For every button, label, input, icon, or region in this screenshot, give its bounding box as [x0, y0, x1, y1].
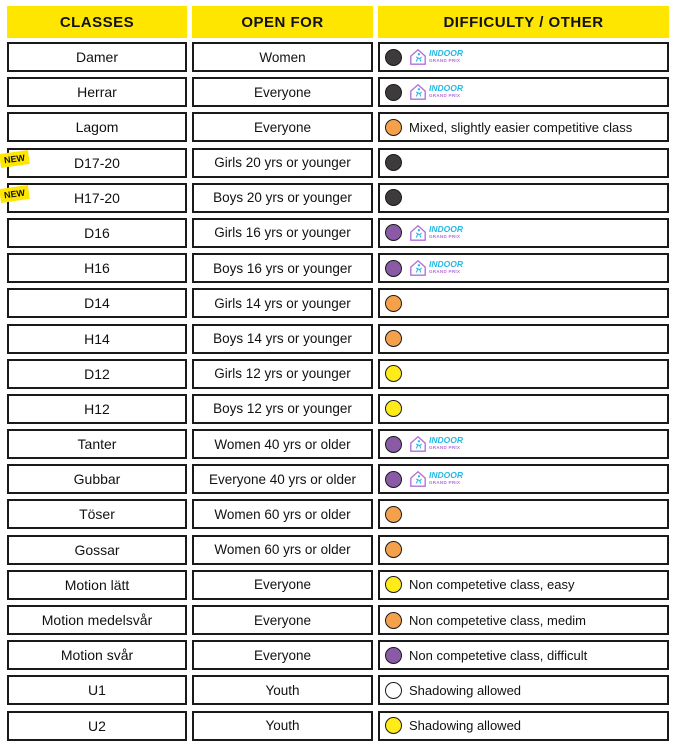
grand-prix-logo-text: GRAND PRIX	[429, 445, 461, 451]
difficulty-cell	[378, 535, 669, 565]
difficulty-black-dot-icon	[385, 189, 402, 206]
difficulty-cell	[378, 429, 669, 459]
class-name: D12	[7, 359, 187, 389]
table-row	[7, 675, 669, 710]
difficulty-cell	[378, 570, 669, 600]
table-row	[7, 253, 669, 288]
table-row	[7, 77, 669, 112]
open-for: Everyone	[192, 112, 373, 142]
difficulty-cell	[378, 218, 669, 248]
indoor-logo-text: INDOOR	[429, 223, 463, 234]
class-name: Lagom	[7, 112, 187, 142]
open-for: Boys 16 yrs or younger	[192, 253, 373, 283]
open-for: Girls 20 yrs or younger	[192, 148, 373, 178]
table-row	[7, 499, 669, 534]
difficulty-yellow-dot-icon	[385, 400, 402, 417]
difficulty-cell	[378, 499, 669, 529]
indoor-grand-prix-logo	[409, 224, 463, 242]
class-name: U2	[7, 711, 187, 741]
open-for: Everyone	[192, 640, 373, 670]
house-runner-icon	[409, 48, 427, 66]
table-header	[7, 6, 669, 38]
class-name: D16	[7, 218, 187, 248]
difficulty-purple-dot-icon	[385, 436, 402, 453]
open-for: Youth	[192, 711, 373, 741]
table-row	[7, 570, 669, 605]
indoor-grand-prix-logo	[409, 83, 463, 101]
difficulty-note: Non competetive class, medim	[409, 612, 587, 628]
grand-prix-logo-text: GRAND PRIX	[429, 269, 461, 275]
indoor-grand-prix-logo	[409, 259, 463, 277]
difficulty-cell	[378, 359, 669, 389]
difficulty-cell	[378, 605, 669, 635]
difficulty-orange-dot-icon	[385, 506, 402, 523]
open-for: Girls 12 yrs or younger	[192, 359, 373, 389]
table-row	[7, 535, 669, 570]
header-classes: CLASSES	[7, 6, 187, 38]
class-name: H12	[7, 394, 187, 424]
difficulty-orange-dot-icon	[385, 541, 402, 558]
difficulty-purple-dot-icon	[385, 647, 402, 664]
class-name: H17-20	[7, 183, 187, 213]
indoor-grand-prix-logo	[409, 435, 463, 453]
difficulty-orange-dot-icon	[385, 612, 402, 629]
open-for: Boys 12 yrs or younger	[192, 394, 373, 424]
table-row	[7, 112, 669, 147]
open-for: Women 60 yrs or older	[192, 535, 373, 565]
difficulty-white-dot-icon	[385, 682, 402, 699]
classes-table	[3, 6, 669, 746]
class-name: H14	[7, 324, 187, 354]
open-for: Everyone 40 yrs or older	[192, 464, 373, 494]
open-for: Boys 20 yrs or younger	[192, 183, 373, 213]
class-name: Motion svår	[7, 640, 187, 670]
class-name: D17-20	[7, 148, 187, 178]
difficulty-orange-dot-icon	[385, 295, 402, 312]
difficulty-orange-dot-icon	[385, 119, 402, 136]
indoor-logo-text: INDOOR	[429, 83, 463, 94]
open-for: Everyone	[192, 605, 373, 635]
difficulty-black-dot-icon	[385, 49, 402, 66]
table-row	[7, 42, 669, 77]
header-open-for: OPEN FOR	[192, 6, 373, 38]
open-for: Everyone	[192, 77, 373, 107]
class-name: Gossar	[7, 535, 187, 565]
difficulty-black-dot-icon	[385, 84, 402, 101]
difficulty-cell	[378, 640, 669, 670]
class-name: Töser	[7, 499, 187, 529]
difficulty-purple-dot-icon	[385, 224, 402, 241]
class-name: Damer	[7, 42, 187, 72]
open-for: Boys 14 yrs or younger	[192, 324, 373, 354]
difficulty-cell	[378, 148, 669, 178]
house-runner-icon	[409, 83, 427, 101]
table-row	[7, 394, 669, 429]
difficulty-note: Mixed, slightly easier competitive class	[409, 119, 633, 135]
indoor-logo-text: INDOOR	[429, 435, 463, 446]
indoor-logo-text: INDOOR	[429, 470, 463, 481]
grand-prix-logo-text: GRAND PRIX	[429, 233, 461, 239]
difficulty-cell	[378, 112, 669, 142]
indoor-grand-prix-logo	[409, 470, 463, 488]
table-row	[7, 640, 669, 675]
new-badge: NEW	[0, 185, 30, 203]
class-name: Gubbar	[7, 464, 187, 494]
difficulty-orange-dot-icon	[385, 330, 402, 347]
open-for: Women 40 yrs or older	[192, 429, 373, 459]
grand-prix-logo-text: GRAND PRIX	[429, 93, 461, 99]
class-name: U1	[7, 675, 187, 705]
table-row	[7, 464, 669, 499]
table-row	[7, 324, 669, 359]
class-name: Herrar	[7, 77, 187, 107]
table-row	[7, 218, 669, 253]
class-name: D14	[7, 288, 187, 318]
difficulty-yellow-dot-icon	[385, 717, 402, 734]
house-runner-icon	[409, 224, 427, 242]
difficulty-purple-dot-icon	[385, 260, 402, 277]
class-name: H16	[7, 253, 187, 283]
table-row	[7, 605, 669, 640]
indoor-logo-text: INDOOR	[429, 259, 463, 270]
table-row	[7, 148, 669, 183]
grand-prix-logo-text: GRAND PRIX	[429, 480, 461, 486]
difficulty-yellow-dot-icon	[385, 365, 402, 382]
new-badge: NEW	[0, 150, 30, 168]
class-name: Motion medelsvår	[7, 605, 187, 635]
difficulty-cell	[378, 183, 669, 213]
class-name: Tanter	[7, 429, 187, 459]
open-for: Everyone	[192, 570, 373, 600]
difficulty-purple-dot-icon	[385, 471, 402, 488]
table-row	[7, 183, 669, 218]
difficulty-cell	[378, 675, 669, 705]
open-for: Women 60 yrs or older	[192, 499, 373, 529]
indoor-logo-text: INDOOR	[429, 48, 463, 58]
class-name: Motion lätt	[7, 570, 187, 600]
open-for: Youth	[192, 675, 373, 705]
open-for: Women	[192, 42, 373, 72]
table-row	[7, 429, 669, 464]
table-row	[7, 711, 669, 746]
difficulty-note: Non competetive class, easy	[409, 577, 575, 593]
table-body	[7, 42, 669, 746]
indoor-grand-prix-logo	[409, 48, 463, 66]
open-for: Girls 14 yrs or younger	[192, 288, 373, 318]
difficulty-cell	[378, 464, 669, 494]
difficulty-note: Shadowing allowed	[409, 718, 522, 734]
difficulty-cell	[378, 253, 669, 283]
house-runner-icon	[409, 470, 427, 488]
difficulty-note: Non competetive class, difficult	[409, 647, 588, 663]
difficulty-cell	[378, 77, 669, 107]
difficulty-yellow-dot-icon	[385, 576, 402, 593]
difficulty-cell	[378, 394, 669, 424]
house-runner-icon	[409, 435, 427, 453]
difficulty-cell	[378, 288, 669, 318]
grand-prix-logo-text: GRAND PRIX	[429, 58, 461, 63]
difficulty-note: Shadowing allowed	[409, 682, 522, 698]
difficulty-cell	[378, 42, 669, 72]
table-row	[7, 359, 669, 394]
difficulty-cell	[378, 711, 669, 741]
difficulty-cell	[378, 324, 669, 354]
house-runner-icon	[409, 259, 427, 277]
difficulty-black-dot-icon	[385, 154, 402, 171]
header-difficulty: DIFFICULTY / OTHER	[378, 6, 669, 38]
table-row	[7, 288, 669, 323]
open-for: Girls 16 yrs or younger	[192, 218, 373, 248]
